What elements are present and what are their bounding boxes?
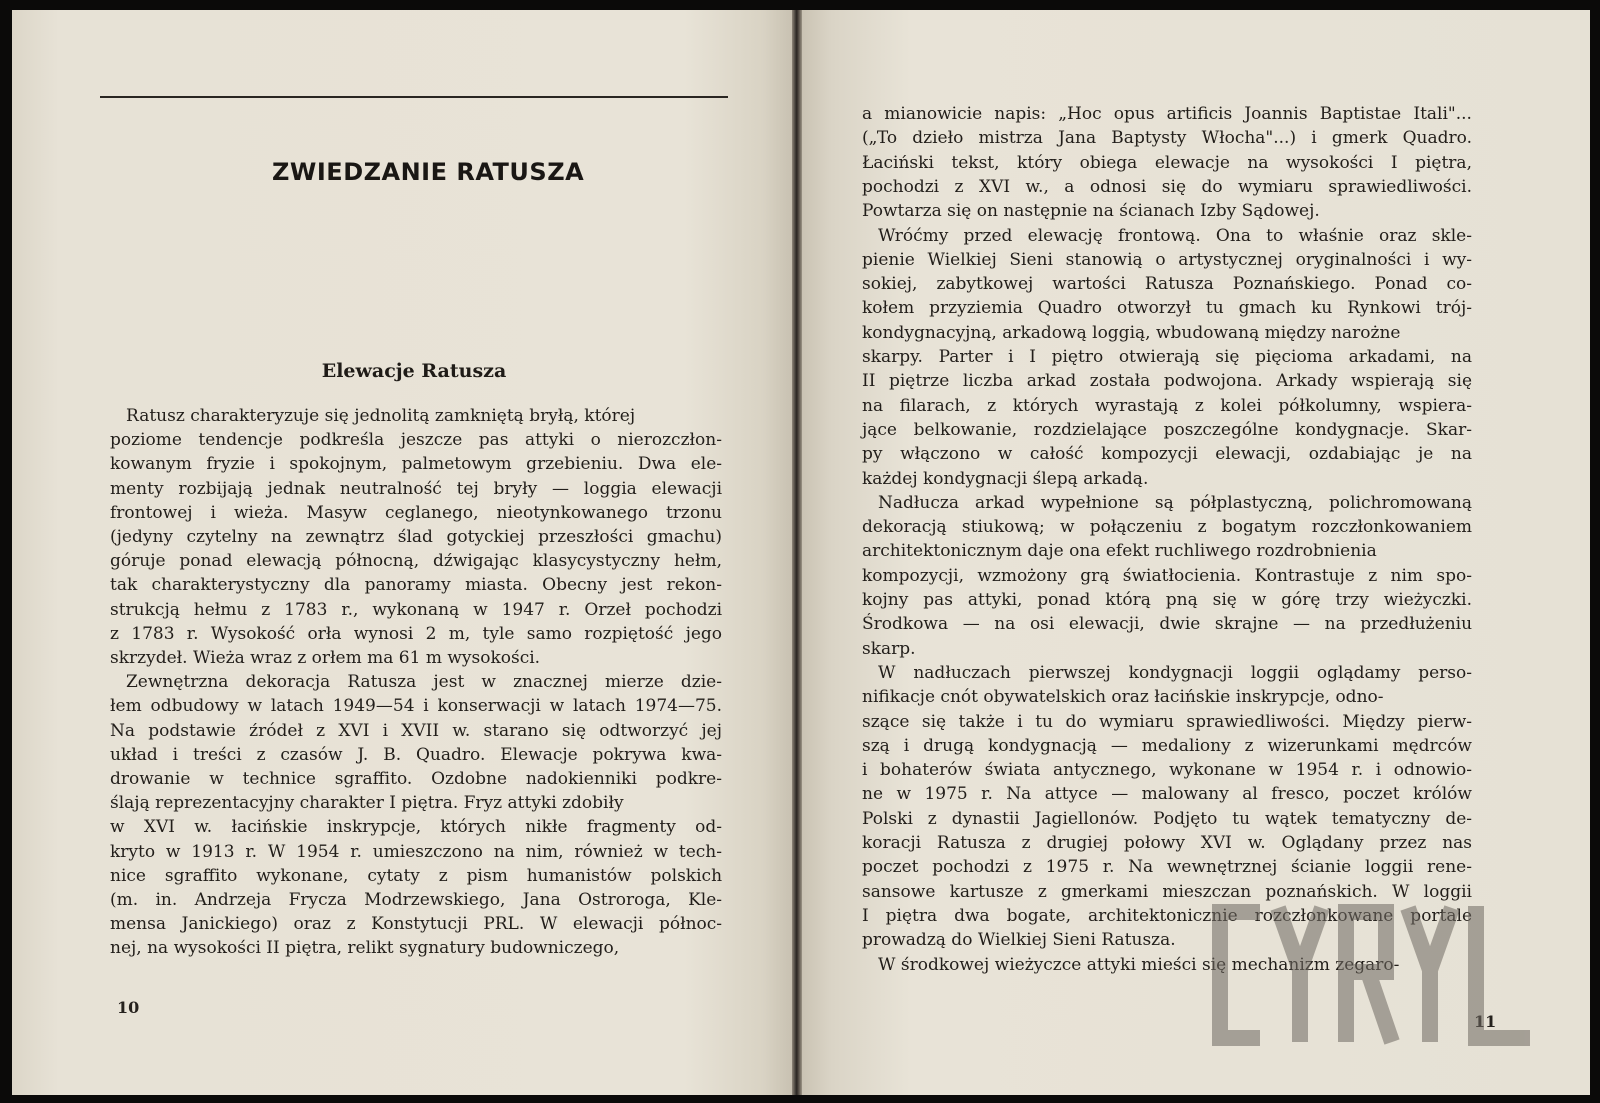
text-line: w XVI w. łacińskie inskrypcje, których nikłe fragmenty od-: [110, 817, 722, 838]
text-line: jące belkowanie, rozdzielające poszczególne kondygnacje. Skar-: [862, 419, 1472, 440]
text-line: tak charakterystyczny dla panoramy miasta. Obecny jest rekon-: [110, 575, 722, 596]
text-line: kompozycji, wzmożony grą światłocienia. Kontrastuje z nim spo-: [862, 565, 1472, 586]
text-line: (m. in. Andrzeja Frycza Modrzewskiego, Jana Ostroroga, Kle-: [110, 890, 723, 910]
section-heading: Elewacje Ratusza: [321, 360, 507, 382]
text-line: Wróćmy przed elewację frontową. Ona to właśnie oraz skle-: [878, 225, 1472, 246]
text-line: skrzydeł. Wieża wraz z orłem ma 61 m wysokości.: [110, 648, 541, 668]
text-line: Ratusz charakteryzuje się jednolitą zamkniętą bryłą, której: [126, 406, 636, 426]
text-line: pochodzi z XVI w., a odnosi się do wymiaru sprawiedliwości.: [862, 176, 1472, 197]
text-line: Powtarza się on następnie na ścianach Izby Sądowej.: [862, 201, 1320, 222]
text-line: W środkowej wieżyczce attyki mieści się mechanizm zegaro-: [878, 954, 1400, 975]
text-line: z 1783 r. Wysokość orła wynosi 2 m, tyle samo rozpiętość jego: [110, 623, 723, 644]
header-rule: [100, 96, 728, 98]
text-line: dekoracją stiukową; w połączeniu z bogatym rozczłonkowaniem: [862, 517, 1473, 538]
text-line: W nadłuczach pierwszej kondygnacji loggii oglądamy perso-: [878, 662, 1472, 683]
text-line: skarpy. Parter i I piętro otwierają się pięcioma arkadami, na: [862, 347, 1472, 367]
text-line: (jedyny czytelny na zewnątrz ślad gotyckiej przeszłości gmachu): [110, 527, 722, 547]
book-gutter: [792, 10, 802, 1095]
text-line: nej, na wysokości II piętra, relikt sygnatury budowniczego,: [110, 938, 620, 959]
text-line: II piętrze liczba arkad została podwojona. Arkady wspierają się: [862, 371, 1473, 392]
text-line: py włączono w całość kompozycji elewacji, ozdabiając je na: [862, 444, 1472, 465]
text-line: kołem przyziemia Quadro otworzył tu gmach ku Rynkowi trój-: [862, 298, 1472, 319]
text-line: skarp.: [862, 638, 916, 659]
text-line: łem odbudowy w latach 1949—54 i konserwacji w latach 1974—75.: [110, 696, 723, 717]
text-line: koracji Ratusza z drugiej połowy XVI w. Oglądany przez nas: [862, 833, 1473, 853]
text-line: ślają reprezentacyjny charakter I piętra. Fryz attyki zdobiły: [110, 793, 624, 814]
text-line: sansowe kartusze z gmerkami mieszczan poznańskich. W loggii: [862, 881, 1472, 902]
text-line: kojny pas attyki, ponad którą pną się w górę trzy wieżyczki.: [862, 590, 1472, 610]
text-line: nifikacje cnót obywatelskich oraz łacińskie inskrypcje, odno-: [862, 687, 1384, 708]
text-line: Na podstawie źródeł z XVI i XVII w. starano się odtworzyć jej: [110, 720, 723, 741]
text-line: sokiej, zabytkowej wartości Ratusza Poznańskiego. Ponad co-: [862, 274, 1472, 295]
text-line: góruje ponad elewacją północną, dźwigając klasycystyczny hełm,: [110, 551, 722, 572]
text-line: nice sgraffito wykonane, cytaty z pism humanistów polskich: [110, 865, 723, 886]
text-line: I piętra dwa bogate, architektonicznie rozczłonkowane portale: [862, 905, 1473, 926]
cyryl-watermark-logo: [1208, 900, 1538, 1050]
text-line: menty rozbijają jednak neutralność tej bryły — loggia elewacji: [110, 478, 723, 499]
text-line: Łaciński tekst, który obiega elewacje na wysokości I piętra,: [862, 152, 1472, 173]
text-line: na filarach, z których wyrastają z kolei półkolumny, wspiera-: [862, 395, 1472, 416]
page-number-right: 11: [1474, 1012, 1497, 1031]
text-line: szące się także i tu do wymiaru sprawiedliwości. Między pierw-: [862, 711, 1473, 732]
text-line: architektonicznym daje ona efekt ruchliwego rozdrobnienia: [862, 541, 1377, 562]
text-line: frontowej i wieża. Masyw ceglanego, nieotynkowanego trzonu: [110, 502, 723, 523]
text-line: kondygnacyjną, arkadową loggią, wbudowaną między narożne: [862, 322, 1401, 343]
text-line: Polski z dynastii Jagiellonów. Podjęto tu wątek tematyczny de-: [862, 808, 1473, 829]
text-line: Nadłucza arkad wypełnione są półplastyczną, polichromowaną: [878, 492, 1472, 513]
text-line: każdej kondygnacji ślepą arkadą.: [862, 468, 1149, 489]
text-line: układ i treści z czasów J. B. Quadro. Elewacje pokrywa kwa-: [110, 744, 723, 765]
text-line: prowadzą do Wielkiej Sieni Ratusza.: [862, 930, 1176, 951]
chapter-title: ZWIEDZANIE RATUSZA: [272, 158, 585, 186]
text-line: szą i drugą kondygnacją — medaliony z wizerunkami mędrców: [862, 735, 1472, 756]
text-line: poziome tendencje podkreśla jeszcze pas attyki o nierozczłon-: [110, 430, 722, 451]
text-line: kryto w 1913 r. W 1954 r. umieszczono na nim, również w tech-: [110, 841, 722, 862]
text-line: drowanie w technice sgraffito. Ozdobne nadokienniki podkre-: [110, 769, 722, 789]
text-line: kowanym fryzie i spokojnym, palmetowym grzebieniu. Dwa ele-: [110, 454, 723, 475]
text-line: mensa Janickiego) oraz z Konstytucji PRL. W elewacji północ-: [110, 914, 723, 935]
text-line: („To dzieło mistrza Jana Baptysty Włocha"...) i gmerk Quadro.: [862, 128, 1472, 149]
text-line: poczet pochodzi z 1975 r. Na wewnętrznej ścianie loggii rene-: [862, 857, 1472, 878]
page-number-left: 10: [117, 998, 140, 1017]
text-line: i bohaterów świata antycznego, wykonane w 1954 r. i odnowio-: [862, 760, 1473, 781]
text-line: a mianowicie napis: „Hoc opus artificis Joannis Baptistae Itali"...: [862, 104, 1472, 124]
text-line: strukcją hełmu z 1783 r., wykonaną w 1947 r. Orzeł pochodzi: [110, 599, 723, 620]
text-line: ne w 1975 r. Na attyce — malowany al fresco, poczet królów: [862, 784, 1472, 805]
text-line: Środkowa — na osi elewacji, dwie skrajne — na przedłużeniu: [862, 614, 1473, 635]
text-line: pienie Wielkiej Sieni stanowią o artystycznej oryginalności i wy-: [862, 249, 1473, 270]
text-line: Zewnętrzna dekoracja Ratusza jest w znacznej mierze dzie-: [126, 672, 722, 693]
